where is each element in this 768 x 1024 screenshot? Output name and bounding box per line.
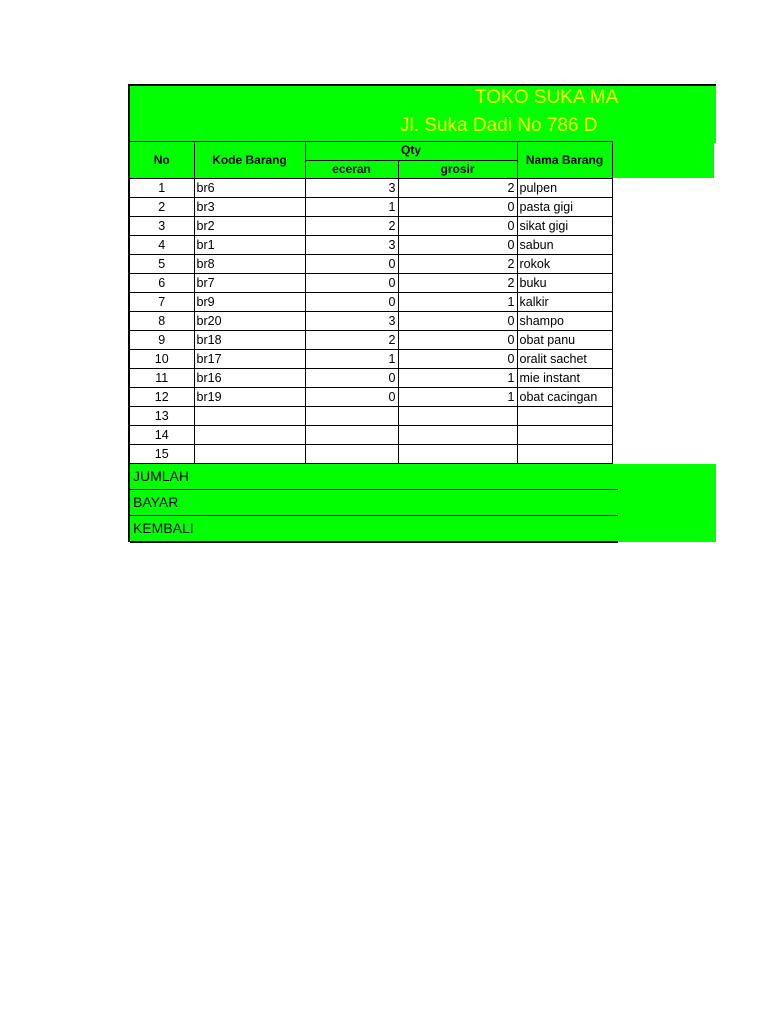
nama-barang-cell[interactable]: shampo: [517, 312, 612, 331]
qty-eceran-cell[interactable]: 0: [305, 255, 398, 274]
kode-barang-cell[interactable]: br2: [194, 217, 305, 236]
qty-grosir-cell[interactable]: 2: [398, 179, 517, 198]
kode-barang-cell[interactable]: br19: [194, 388, 305, 407]
table-row: [129, 445, 612, 464]
qty-grosir-cell[interactable]: 0: [398, 312, 517, 331]
nama-barang-cell[interactable]: obat panu: [517, 331, 612, 350]
qty-eceran-cell[interactable]: 3: [305, 179, 398, 198]
qty-grosir-cell[interactable]: [398, 407, 517, 426]
col-eceran-header: eceran: [305, 160, 398, 179]
qty-grosir-cell[interactable]: 0: [398, 217, 517, 236]
qty-grosir-cell[interactable]: 0: [398, 198, 517, 217]
nama-barang-cell[interactable]: [517, 445, 612, 464]
qty-grosir-cell[interactable]: 1: [398, 369, 517, 388]
qty-eceran-cell[interactable]: 3: [305, 236, 398, 255]
row-no-cell[interactable]: 2: [129, 198, 194, 217]
table-row: [129, 312, 612, 331]
nama-barang-cell[interactable]: pulpen: [517, 179, 612, 198]
col-kode-header: Kode Barang: [194, 142, 305, 179]
nama-barang-cell[interactable]: kalkir: [517, 293, 612, 312]
kode-barang-cell[interactable]: br8: [194, 255, 305, 274]
row-no-cell[interactable]: 3: [129, 217, 194, 236]
shop-address: Jl. Suka Dadi No 786 D: [400, 115, 598, 136]
qty-grosir-cell[interactable]: [398, 445, 517, 464]
row-no-cell[interactable]: 7: [129, 293, 194, 312]
row-no-cell[interactable]: 11: [129, 369, 194, 388]
qty-grosir-cell[interactable]: 0: [398, 350, 517, 369]
nama-barang-cell[interactable]: pasta gigi: [517, 198, 612, 217]
qty-eceran-cell[interactable]: [305, 426, 398, 445]
row-no-cell[interactable]: 10: [129, 350, 194, 369]
qty-grosir-cell[interactable]: 2: [398, 274, 517, 293]
row-no-cell[interactable]: 6: [129, 274, 194, 293]
table-row: [129, 236, 612, 255]
table-row: [129, 255, 612, 274]
qty-eceran-cell[interactable]: 1: [305, 198, 398, 217]
totals-band: [128, 464, 716, 542]
row-no-cell[interactable]: 12: [129, 388, 194, 407]
kode-barang-cell[interactable]: [194, 426, 305, 445]
kode-barang-cell[interactable]: [194, 445, 305, 464]
kode-barang-cell[interactable]: br7: [194, 274, 305, 293]
qty-eceran-cell[interactable]: 1: [305, 350, 398, 369]
table-row: [129, 369, 612, 388]
qty-eceran-cell[interactable]: 0: [305, 388, 398, 407]
jumlah-label: JUMLAH: [130, 464, 618, 490]
kode-barang-cell[interactable]: br9: [194, 293, 305, 312]
nama-barang-cell[interactable]: obat cacingan: [517, 388, 612, 407]
table-row: [129, 217, 612, 236]
table-row: [129, 179, 612, 198]
qty-eceran-cell[interactable]: 2: [305, 331, 398, 350]
kode-barang-cell[interactable]: br20: [194, 312, 305, 331]
row-no-cell[interactable]: 4: [129, 236, 194, 255]
nama-barang-cell[interactable]: rokok: [517, 255, 612, 274]
nama-barang-cell[interactable]: [517, 426, 612, 445]
row-no-cell[interactable]: 15: [129, 445, 194, 464]
qty-eceran-cell[interactable]: [305, 445, 398, 464]
row-no-cell[interactable]: 13: [129, 407, 194, 426]
qty-grosir-cell[interactable]: 2: [398, 255, 517, 274]
qty-eceran-cell[interactable]: 3: [305, 312, 398, 331]
bayar-label: BAYAR: [130, 490, 618, 516]
kode-barang-cell[interactable]: br18: [194, 331, 305, 350]
col-nama-header: Nama Barang: [517, 142, 612, 179]
kode-barang-cell[interactable]: br6: [194, 179, 305, 198]
nama-barang-cell[interactable]: sikat gigi: [517, 217, 612, 236]
qty-eceran-cell[interactable]: 0: [305, 293, 398, 312]
table-row: [129, 407, 612, 426]
header-band: [128, 84, 716, 143]
table-row: [129, 331, 612, 350]
sales-table: [128, 141, 613, 464]
kode-barang-cell[interactable]: br16: [194, 369, 305, 388]
kode-barang-cell[interactable]: br17: [194, 350, 305, 369]
kode-barang-cell[interactable]: br1: [194, 236, 305, 255]
qty-eceran-cell[interactable]: [305, 407, 398, 426]
qty-grosir-cell[interactable]: 0: [398, 236, 517, 255]
qty-grosir-cell[interactable]: 1: [398, 388, 517, 407]
table-row: [129, 274, 612, 293]
kode-barang-cell[interactable]: [194, 407, 305, 426]
table-row: [129, 198, 612, 217]
table-row: [129, 426, 612, 445]
nama-barang-cell[interactable]: mie instant: [517, 369, 612, 388]
nama-barang-cell[interactable]: [517, 407, 612, 426]
col-grosir-header: grosir: [398, 160, 517, 179]
row-no-cell[interactable]: 5: [129, 255, 194, 274]
qty-eceran-cell[interactable]: 2: [305, 217, 398, 236]
header-band-extension: [613, 141, 714, 178]
table-row: [129, 350, 612, 369]
row-no-cell[interactable]: 14: [129, 426, 194, 445]
nama-barang-cell[interactable]: buku: [517, 274, 612, 293]
qty-eceran-cell[interactable]: 0: [305, 369, 398, 388]
col-no-header: No: [129, 142, 194, 179]
table-row: [129, 293, 612, 312]
qty-grosir-cell[interactable]: [398, 426, 517, 445]
row-no-cell[interactable]: 1: [129, 179, 194, 198]
qty-grosir-cell[interactable]: 0: [398, 331, 517, 350]
kode-barang-cell[interactable]: br3: [194, 198, 305, 217]
qty-grosir-cell[interactable]: 1: [398, 293, 517, 312]
nama-barang-cell[interactable]: sabun: [517, 236, 612, 255]
row-no-cell[interactable]: 9: [129, 331, 194, 350]
row-no-cell[interactable]: 8: [129, 312, 194, 331]
table-row: [129, 388, 612, 407]
qty-eceran-cell[interactable]: 0: [305, 274, 398, 293]
shop-title: TOKO SUKA MA: [475, 87, 619, 108]
kembali-label: KEMBALI: [130, 516, 618, 543]
col-qty-header: Qty: [305, 142, 517, 161]
nama-barang-cell[interactable]: oralit sachet: [517, 350, 612, 369]
